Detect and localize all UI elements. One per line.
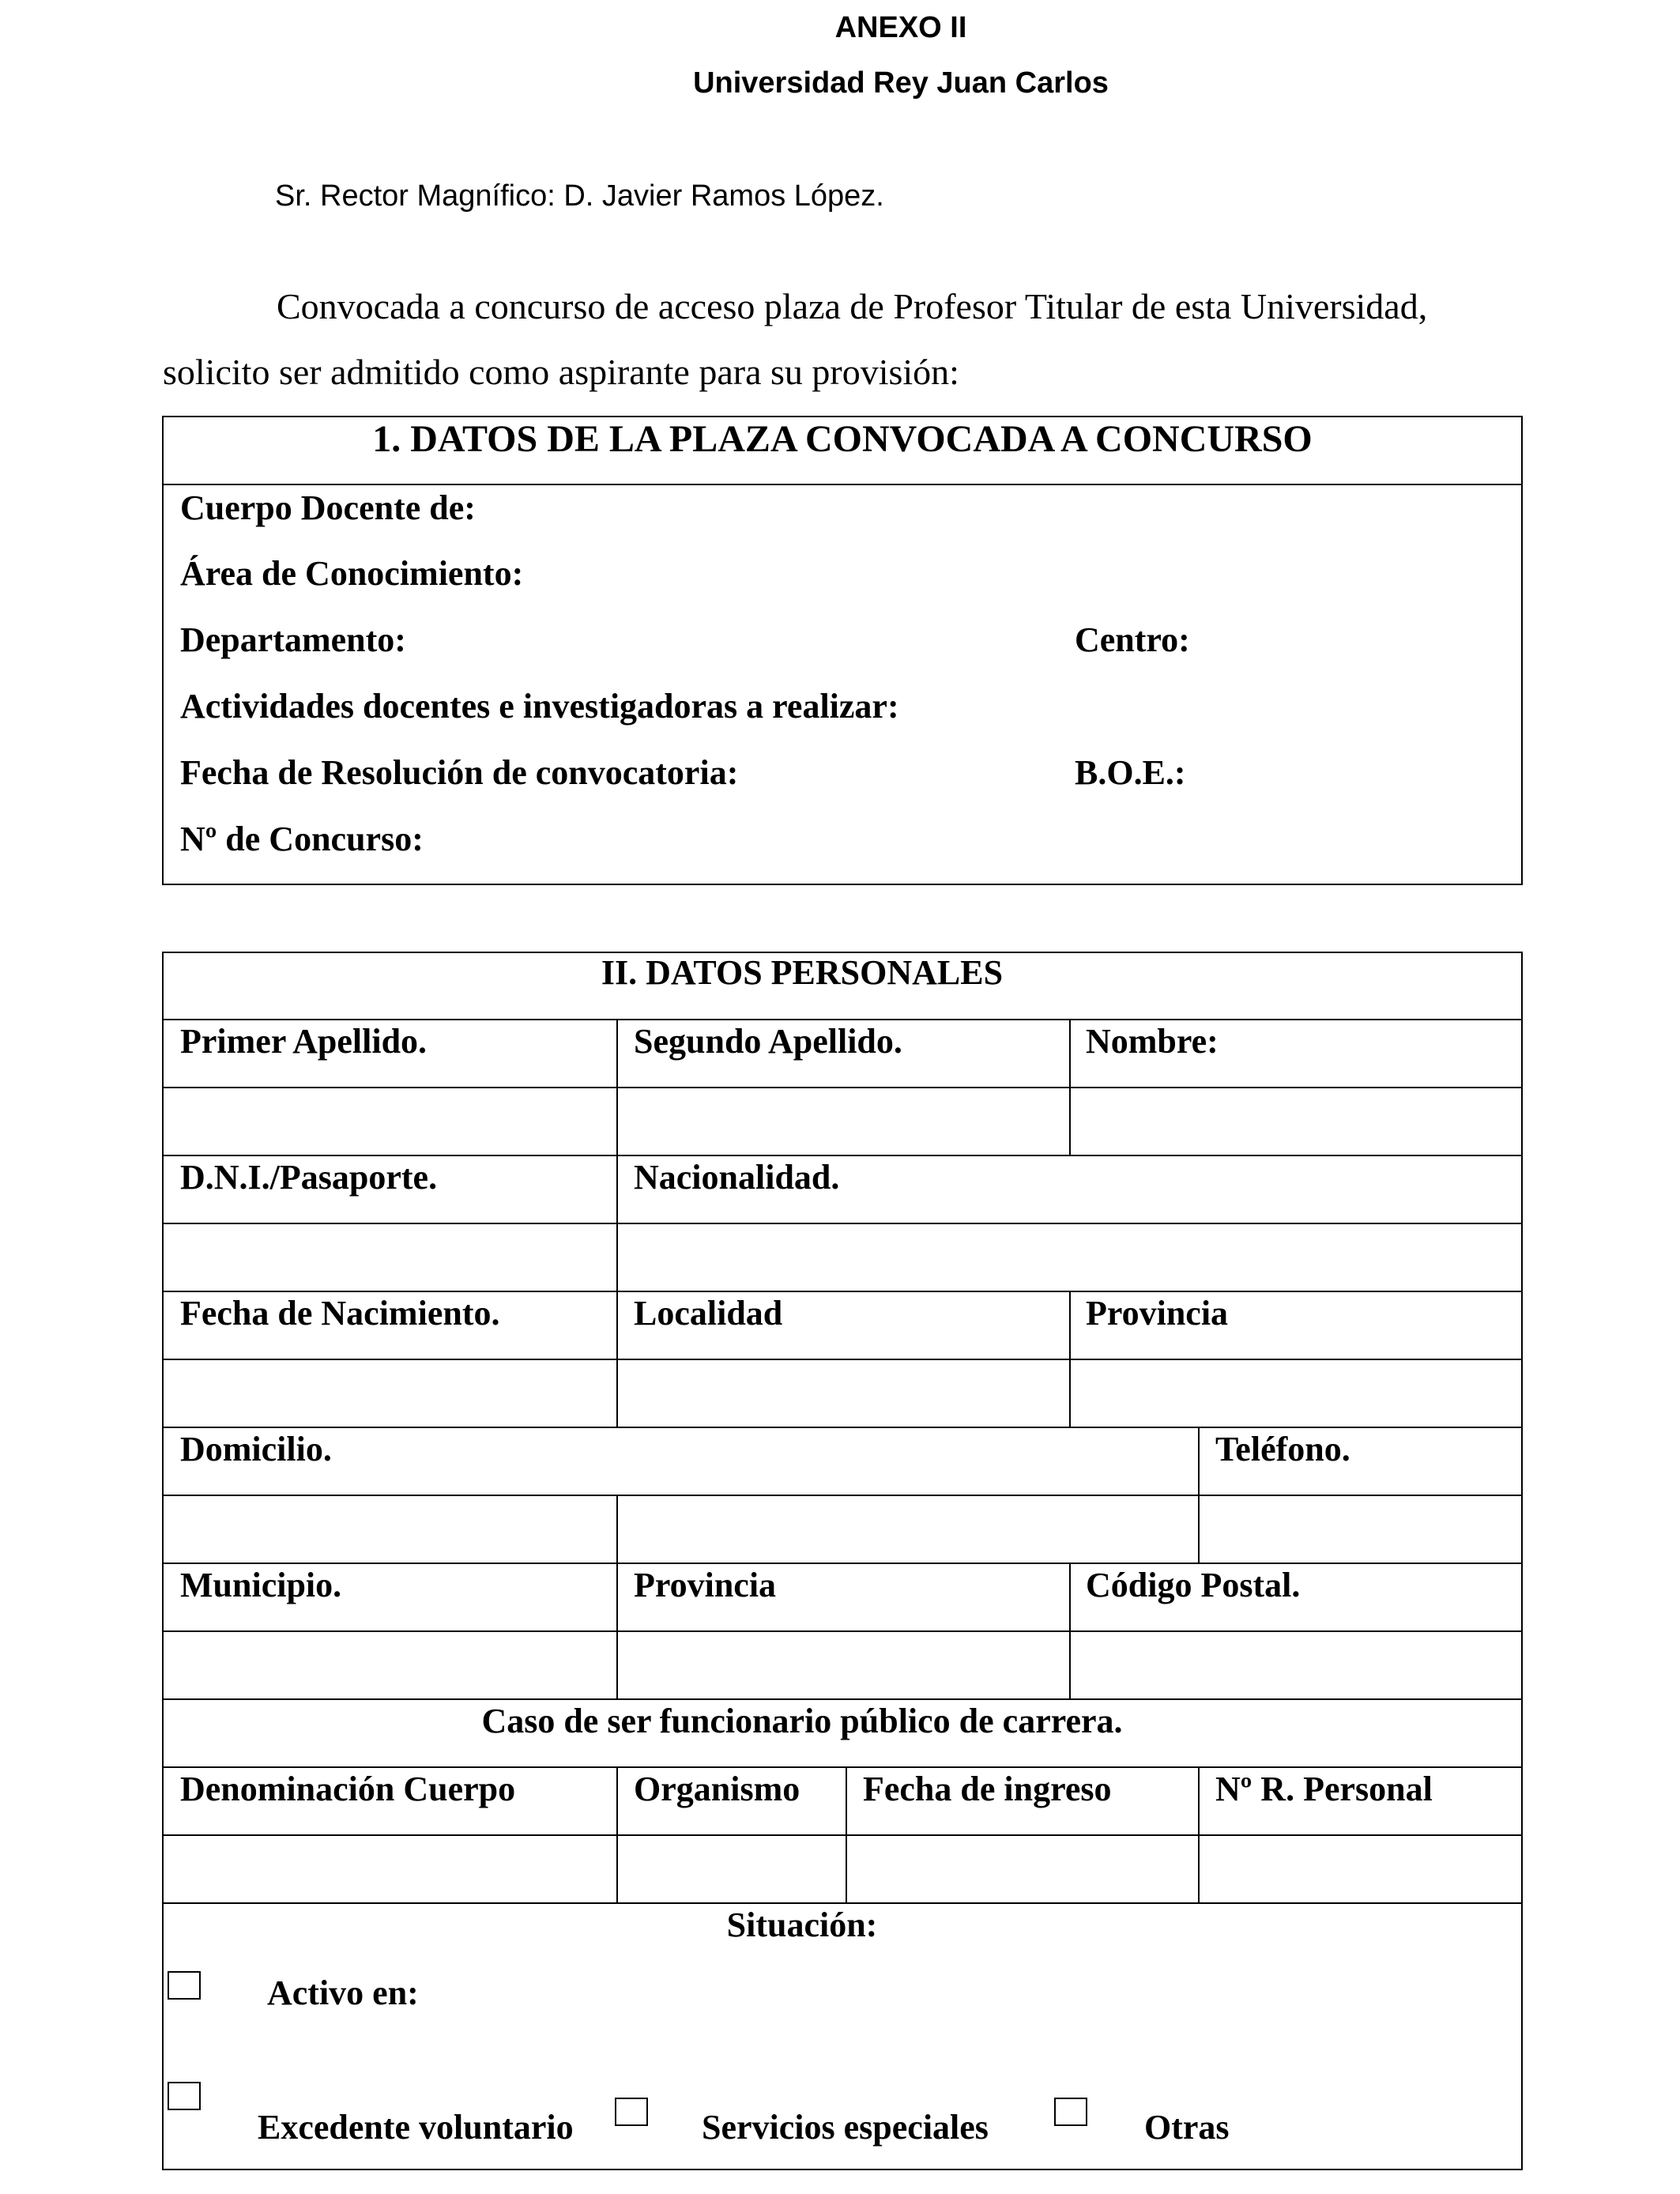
intro-text-line-2: solicito ser admitido como aspirante para su provisión:	[163, 352, 959, 392]
row-line	[162, 1427, 1523, 1428]
codigo-postal-label: Código Postal.	[1086, 1566, 1301, 1604]
column-line	[616, 1766, 618, 1902]
funcionario-title: Caso de ser funcionario público de carrera.	[481, 1702, 1123, 1740]
nombre-label: Nombre:	[1086, 1022, 1219, 1061]
domicilio-label: Domicilio.	[180, 1430, 332, 1468]
row-line	[162, 1834, 1523, 1836]
otras-label: Otras	[1144, 2108, 1230, 2147]
column-line	[616, 1019, 618, 1155]
column-line	[616, 1563, 618, 1698]
denominacion-cuerpo-label: Denominación Cuerpo	[180, 1770, 516, 1808]
telefono-label: Teléfono.	[1215, 1430, 1350, 1468]
situacion-label: Situación:	[726, 1906, 878, 1944]
intro-text-line-1: Convocada a concurso de acceso plaza de Profesor Titular de esta Universidad,	[277, 286, 1428, 326]
primer-apellido-label: Primer Apellido.	[180, 1022, 428, 1061]
excedente-voluntario-label: Excedente voluntario	[258, 2108, 574, 2147]
provincia-label: Provincia	[1086, 1294, 1229, 1333]
numero-concurso-label: Nº de Concurso:	[180, 820, 424, 858]
row-line	[162, 1902, 1523, 1904]
row-line	[162, 1698, 1523, 1700]
dni-label: D.N.I./Pasaporte.	[180, 1158, 438, 1197]
column-line	[616, 1155, 618, 1291]
organismo-label: Organismo	[634, 1770, 800, 1808]
actividades-label: Actividades docentes e investigadoras a realizar:	[180, 687, 899, 726]
municipio-label: Municipio.	[180, 1566, 342, 1604]
section-2-title: II. DATOS PERSONALES	[601, 953, 1004, 992]
column-line	[616, 1291, 618, 1427]
column-line	[1069, 1019, 1071, 1155]
numero-registro-personal-label: Nº R. Personal	[1215, 1770, 1433, 1808]
provincia-domicilio-label: Provincia	[634, 1566, 777, 1604]
university-name: Universidad Rey Juan Carlos	[693, 66, 1109, 100]
column-line	[846, 1766, 847, 1902]
row-line	[162, 1087, 1523, 1088]
row-line	[162, 1019, 1523, 1020]
servicios-especiales-label: Servicios especiales	[702, 2108, 989, 2147]
section-1-title-divider	[162, 484, 1523, 485]
row-line	[162, 1155, 1523, 1156]
boe-label: B.O.E.:	[1075, 753, 1186, 792]
row-line	[162, 1630, 1523, 1632]
servicios-especiales-checkbox[interactable]	[615, 2098, 648, 2126]
column-line	[1198, 1766, 1200, 1902]
localidad-label: Localidad	[634, 1294, 783, 1333]
column-line	[1198, 1495, 1200, 1563]
column-line	[1198, 1427, 1200, 1495]
row-line	[162, 1495, 1523, 1496]
area-conocimiento-label: Área de Conocimiento:	[180, 554, 524, 593]
fecha-resolucion-label: Fecha de Resolución de convocatoria:	[180, 753, 739, 792]
column-line	[616, 1495, 618, 1563]
row-line	[162, 1223, 1523, 1224]
activo-checkbox[interactable]	[168, 1971, 201, 2000]
activo-en-label: Activo en:	[267, 1973, 419, 2012]
column-line	[1069, 1291, 1071, 1427]
row-line	[162, 1563, 1523, 1564]
column-line	[1069, 1563, 1071, 1698]
row-line	[162, 1359, 1523, 1360]
nacionalidad-label: Nacionalidad.	[634, 1158, 840, 1197]
excedente-checkbox[interactable]	[168, 2082, 201, 2110]
departamento-label: Departamento:	[180, 620, 406, 659]
row-line	[162, 1291, 1523, 1292]
fecha-ingreso-label: Fecha de ingreso	[863, 1770, 1112, 1808]
rector-salutation: Sr. Rector Magnífico: D. Javier Ramos López.	[275, 179, 884, 213]
segundo-apellido-label: Segundo Apellido.	[634, 1022, 902, 1061]
section-1-title: 1. DATOS DE LA PLAZA CONVOCADA A CONCURSO	[372, 418, 1313, 460]
row-line	[162, 1766, 1523, 1768]
cuerpo-docente-label: Cuerpo Docente de:	[180, 488, 476, 527]
otras-checkbox[interactable]	[1054, 2098, 1087, 2126]
annex-title: ANEXO II	[834, 11, 967, 44]
fecha-nacimiento-label: Fecha de Nacimiento.	[180, 1294, 500, 1333]
centro-label: Centro:	[1075, 620, 1190, 659]
